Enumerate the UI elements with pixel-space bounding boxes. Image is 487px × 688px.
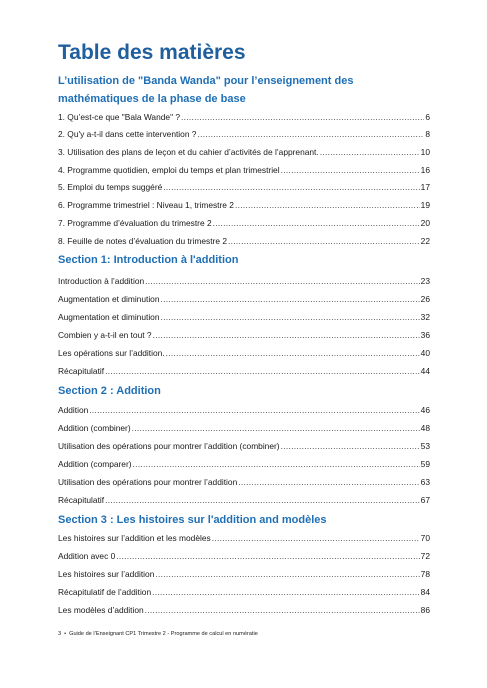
- toc-entry-page: 63: [420, 477, 430, 487]
- dot-leader: [320, 145, 420, 159]
- toc-entry[interactable]: [58, 216, 430, 230]
- toc-entry-page: 48: [420, 423, 430, 433]
- toc-entry-label: 7. Programme d’évaluation du trimestre 2: [58, 218, 212, 228]
- dot-leader: [166, 346, 420, 360]
- footer-page-number: 3: [58, 631, 62, 637]
- toc-entry-label: Les histoires sur l’addition: [58, 569, 155, 579]
- toc-entry[interactable]: [58, 403, 430, 417]
- toc-entry-page: 16: [420, 165, 430, 175]
- dot-leader: [145, 603, 420, 617]
- toc-entry-page: 6: [425, 112, 430, 122]
- dot-leader: [132, 421, 420, 435]
- dot-leader: [161, 292, 420, 306]
- dot-leader: [153, 328, 420, 342]
- toc-entry-label: Les modèles d’addition: [58, 605, 144, 615]
- dot-leader: [197, 127, 424, 141]
- toc-entry-page: 44: [420, 366, 430, 376]
- toc-entry-label: Les histoires sur l’addition et les modèles: [58, 533, 211, 543]
- toc-entry-page: 10: [420, 147, 430, 157]
- toc-entry-page: 40: [420, 348, 430, 358]
- dot-leader: [235, 198, 420, 212]
- toc-entry[interactable]: [58, 198, 430, 212]
- dot-leader: [281, 439, 420, 453]
- toc-entry[interactable]: [58, 585, 430, 599]
- toc-entry-label: Récapitulatif: [58, 366, 105, 376]
- toc-entry-page: 36: [420, 330, 430, 340]
- toc-entry[interactable]: [58, 531, 430, 545]
- toc-entry-page: 19: [420, 200, 430, 210]
- toc-entry-label: Utilisation des opérations pour montrer l’addition (combiner): [58, 441, 280, 451]
- toc-entry-page: 26: [420, 294, 430, 304]
- toc-entry-label: Addition (combiner): [58, 423, 131, 433]
- dot-leader: [212, 531, 420, 545]
- footer-text: Guide de l’Enseignant CP1 Trimestre 2 - Programme de calcul en numératie: [69, 631, 258, 637]
- toc-entry-page: 8: [425, 129, 430, 139]
- toc-entry-label: Récapitulatif de l’addition: [58, 587, 152, 597]
- toc-entry-label: 3. Utilisation des plans de leçon et du cahier d’activités de l’apprenant.: [58, 147, 319, 157]
- toc-entry[interactable]: [58, 163, 430, 177]
- footer-separator: •: [64, 631, 67, 637]
- dot-leader: [133, 457, 420, 471]
- toc-entry[interactable]: [58, 180, 430, 194]
- toc-entry-label: 4. Programme quotidien, emploi du temps et plan trimestriel: [58, 165, 280, 175]
- toc-entry-page: 46: [420, 405, 430, 415]
- dot-leader: [152, 585, 420, 599]
- section-heading-1[interactable]: Section 1: Introduction à l'addition: [58, 254, 239, 266]
- toc-entry-label: 5. Emploi du temps suggéré: [58, 182, 163, 192]
- toc-entry-page: 84: [420, 587, 430, 597]
- toc-entry-page: 17: [420, 182, 430, 192]
- toc-entry[interactable]: [58, 292, 430, 306]
- toc-entry[interactable]: [58, 234, 430, 248]
- section-heading-2[interactable]: Section 2 : Addition: [58, 385, 161, 397]
- toc-entry[interactable]: [58, 549, 430, 563]
- toc-entry[interactable]: [58, 127, 430, 141]
- toc-entry-label: Introduction à l’addition: [58, 276, 145, 286]
- dot-leader: [155, 567, 419, 581]
- toc-entry[interactable]: [58, 421, 430, 435]
- dot-leader: [213, 216, 420, 230]
- toc-entry-page: 32: [420, 312, 430, 322]
- toc-entry-label: Combien y a-t-il en tout ?: [58, 330, 152, 340]
- toc-entry[interactable]: [58, 567, 430, 581]
- toc-entry-label: Addition avec 0: [58, 551, 116, 561]
- toc-entry[interactable]: [58, 274, 430, 288]
- dot-leader: [89, 403, 419, 417]
- toc-entry-page: 22: [420, 236, 430, 246]
- toc-entry-page: 53: [420, 441, 430, 451]
- toc-entry-page: 23: [420, 276, 430, 286]
- toc-entry-page: 59: [420, 459, 430, 469]
- dot-leader: [116, 549, 419, 563]
- toc-entry-page: 67: [420, 495, 430, 505]
- dot-leader: [105, 364, 420, 378]
- toc-entry-label: Augmentation et diminution: [58, 312, 160, 322]
- dot-leader: [228, 234, 420, 248]
- toc-entry-label: Les opérations sur l’addition.: [58, 348, 165, 358]
- toc-entry-label: 8. Feuille de notes d’évaluation du trimestre 2: [58, 236, 227, 246]
- toc-entry-page: 78: [420, 569, 430, 579]
- toc-entry[interactable]: [58, 603, 430, 617]
- page-footer: [58, 631, 430, 637]
- toc-entry-label: 6. Programme trimestriel : Niveau 1, trimestre 2: [58, 200, 234, 210]
- toc-entry-label: Augmentation et diminution: [58, 294, 160, 304]
- toc-entry-label: Utilisation des opérations pour montrer l’addition: [58, 477, 238, 487]
- dot-leader: [161, 310, 420, 324]
- toc-entry[interactable]: [58, 475, 430, 489]
- dot-leader: [281, 163, 420, 177]
- dot-leader: [181, 110, 424, 124]
- toc-entry-label: Récapitulatif: [58, 495, 105, 505]
- section-heading-intro[interactable]: L’utilisation de "Banda Wanda" pour l’enseignement des mathématiques de la phase de base: [58, 75, 354, 105]
- page-title: Table des matières: [58, 41, 246, 64]
- toc-entry[interactable]: [58, 457, 430, 471]
- toc-entry[interactable]: [58, 439, 430, 453]
- toc-entry-label: 1. Qu’est-ce que "Bala Wande" ?: [58, 112, 181, 122]
- toc-entry[interactable]: [58, 328, 430, 342]
- toc-entry[interactable]: [58, 110, 430, 124]
- toc-entry-label: Addition (comparer): [58, 459, 132, 469]
- toc-entry[interactable]: [58, 493, 430, 507]
- toc-entry-page: 72: [420, 551, 430, 561]
- toc-entry[interactable]: [58, 145, 430, 159]
- toc-entry-page: 20: [420, 218, 430, 228]
- toc-entry-label: Addition: [58, 405, 89, 415]
- dot-leader: [105, 493, 420, 507]
- toc-entry[interactable]: [58, 310, 430, 324]
- toc-entry-label: 2. Qu'y a-t-il dans cette intervention ?: [58, 129, 197, 139]
- toc-entry[interactable]: [58, 364, 430, 378]
- dot-leader: [238, 475, 419, 489]
- toc-entry-page: 70: [420, 533, 430, 543]
- toc-entry-page: 86: [420, 605, 430, 615]
- toc-entry[interactable]: [58, 346, 430, 360]
- dot-leader: [145, 274, 420, 288]
- dot-leader: [163, 180, 419, 194]
- section-heading-3[interactable]: Section 3 : Les histoires sur l'addition and modèles: [58, 514, 327, 526]
